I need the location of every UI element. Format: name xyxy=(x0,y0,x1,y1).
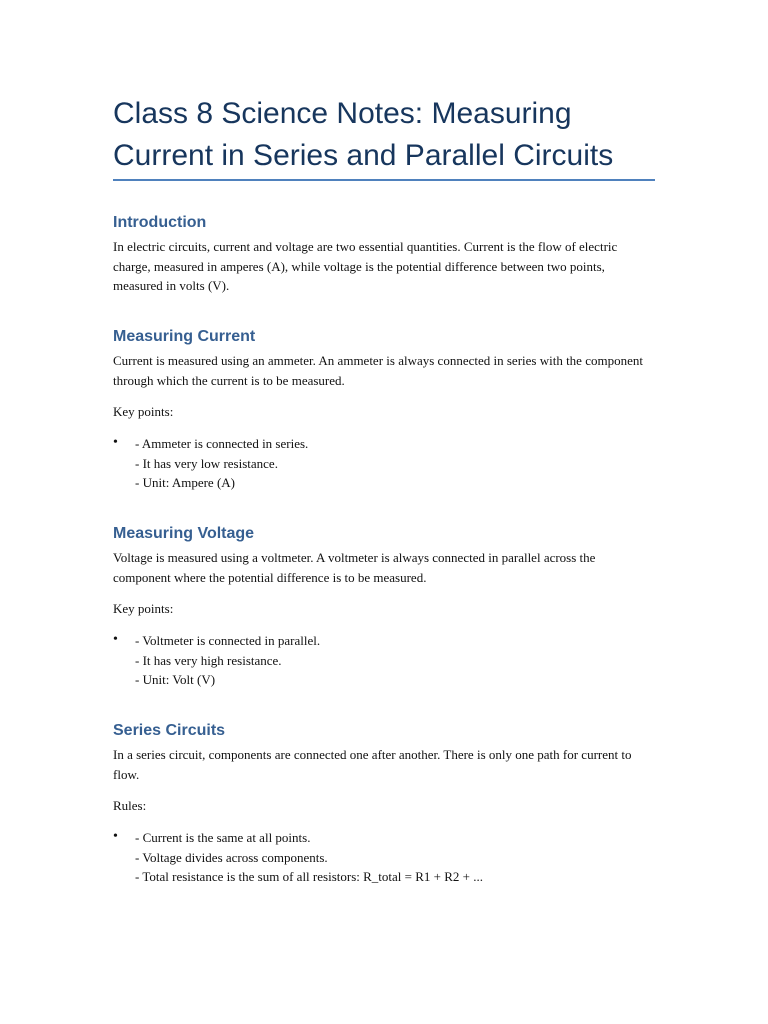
bullet-icon: • xyxy=(113,829,118,844)
list-item: - Current is the same at all points. xyxy=(135,830,311,845)
rules-label-series: Rules: xyxy=(113,798,147,813)
paragraph-introduction: In electric circuits, current and voltage are two essential quantities. Current is the flow of electric charge, measured in amperes (A), while voltage is the potential difference between two points, measured in volts (V). xyxy=(113,239,618,293)
heading-measuring-current: Measuring Current xyxy=(113,328,256,345)
list-item: - Unit: Volt (V) xyxy=(135,672,216,687)
list-item: - Voltage divides across components. xyxy=(135,849,328,865)
title-divider xyxy=(113,179,655,181)
heading-introduction: Introduction xyxy=(113,214,207,231)
paragraph-measuring-voltage: Voltage is measured using a voltmeter. A voltmeter is always connected in parallel across the component where the potential difference is to be measured. xyxy=(113,550,596,585)
key-points-label-current: Key points: xyxy=(113,404,174,419)
list-item: - Voltmeter is connected in parallel. xyxy=(135,633,321,648)
list-item: - Unit: Ampere (A) xyxy=(135,475,236,490)
key-points-label-voltage: Key points: xyxy=(113,601,174,616)
heading-series-circuits: Series Circuits xyxy=(113,722,226,739)
heading-measuring-voltage: Measuring Voltage xyxy=(113,525,255,542)
page-title: Class 8 Science Notes: Measuring Current in Series and Parallel Circuits xyxy=(113,97,614,172)
bullet-icon: • xyxy=(113,632,118,647)
list-item: - Ammeter is connected in series. xyxy=(135,436,309,451)
list-item: - It has very high resistance. xyxy=(135,652,282,668)
paragraph-measuring-current: Current is measured using an ammeter. An ammeter is always connected in series with the component through which the current is to be measured. xyxy=(113,353,643,388)
list-item: - Total resistance is the sum of all resistors: R_total = R1 + R2 + ... xyxy=(135,869,483,884)
bullet-icon: • xyxy=(113,435,118,450)
paragraph-series-circuits: In a series circuit, components are connected one after another. There is only one path for current to flow. xyxy=(113,747,632,782)
list-item: - It has very low resistance. xyxy=(135,455,278,471)
